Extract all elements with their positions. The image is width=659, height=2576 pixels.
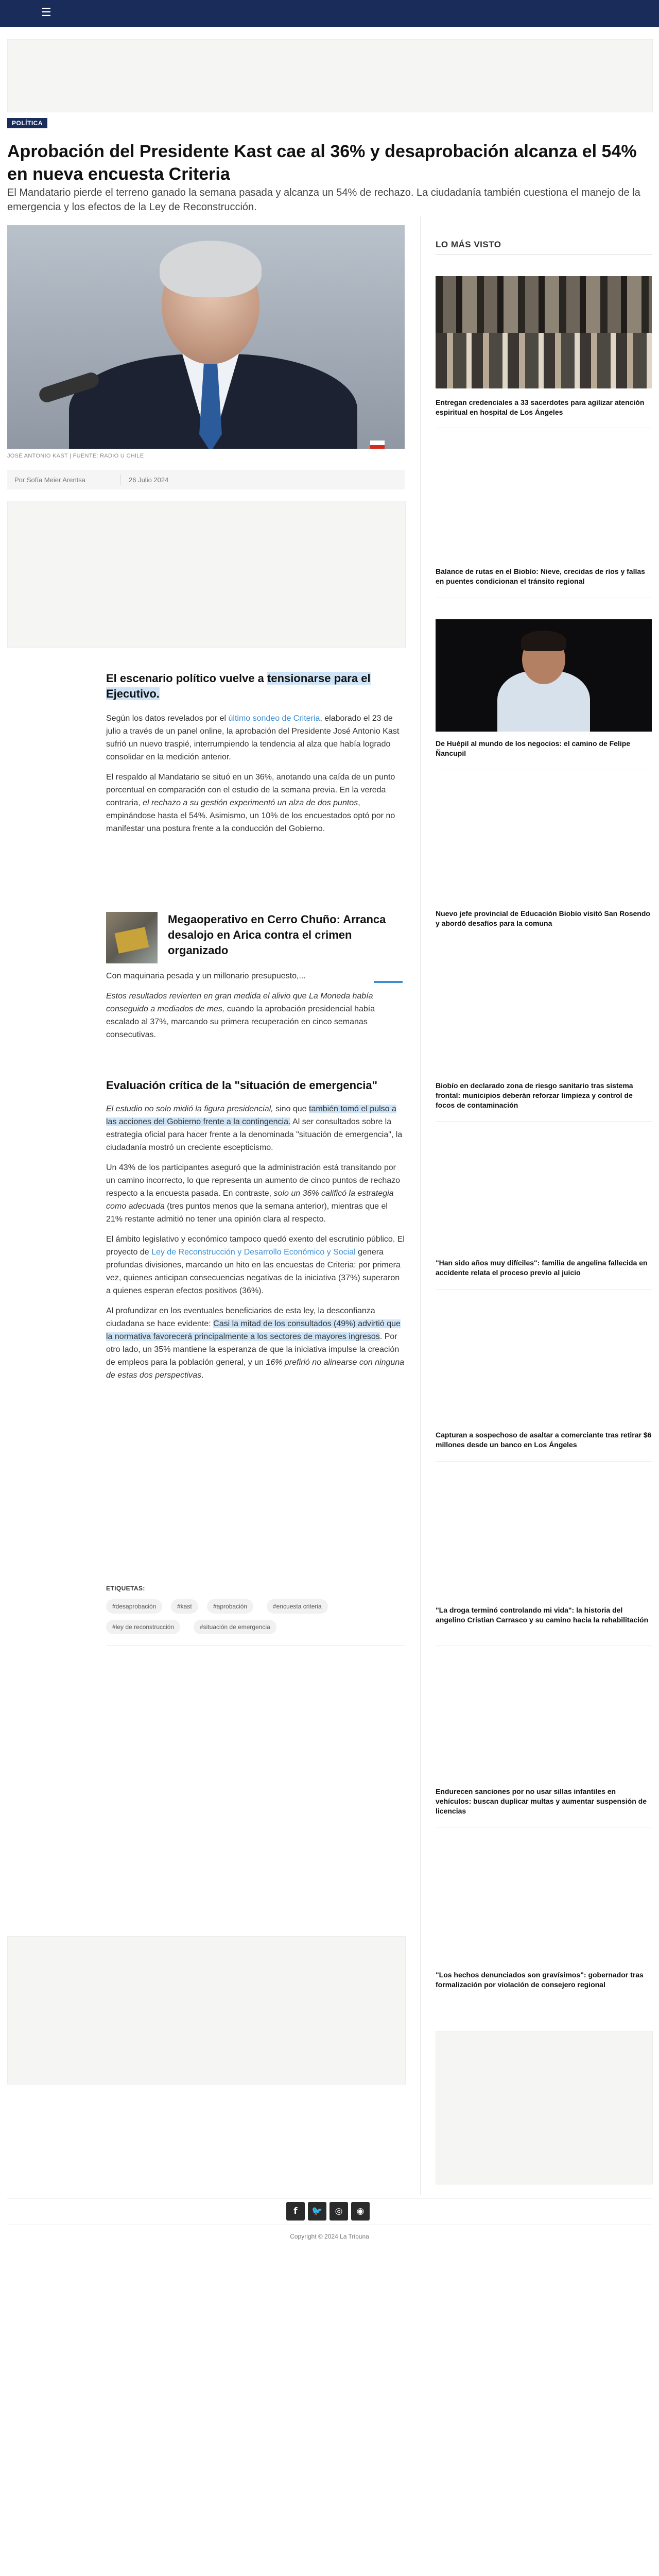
byline (7, 470, 405, 489)
bottom-ad (7, 1936, 406, 2084)
italic-text: Estos resultados revierten en gran medida el alivio que La Moneda había conseguido a mediados de mes, (106, 992, 373, 1013)
italic-text: 16% prefirió no alinearse con ninguna de estas dos perspectivas (106, 1358, 405, 1380)
tag-chip[interactable]: #ley de reconstrucción (106, 1620, 180, 1634)
paragraph (106, 1233, 405, 1297)
sidebar-title: LO MÁS VISTO (436, 240, 501, 249)
sidebar-item-title[interactable]: Nuevo jefe provincial de Educación Biobío visitó San Rosendo y abordó desafíos para la comuna (436, 909, 650, 927)
facebook-icon[interactable]: f (286, 2202, 305, 2221)
paragraph (106, 771, 405, 835)
text: El ámbito legislativo y económico tampoco quedó exento del escrutinio público. El proyecto de (106, 1235, 405, 1257)
text: sino que (273, 1105, 309, 1113)
sidebar-item-title[interactable]: Balance de rutas en el Biobío: Nieve, crecidas de ríos y fallas en puentes condicionan el tránsito regional (436, 567, 645, 585)
text: . Por otro lado, un 35% mantiene la esperanza de que la iniciativa impulse la creación de empleos para la población general, y un (106, 1332, 400, 1367)
tag-chip[interactable]: #aprobación (207, 1599, 253, 1614)
text: Un 43% de los participantes aseguró que la administración está transitando por un camino incorrecto, lo que representa un aumento de cinco puntos de rechazo respecto a la encuesta pasada. En contraste, (106, 1163, 401, 1198)
paragraph (106, 1304, 405, 1382)
sidebar-item-image[interactable] (436, 276, 652, 388)
sidebar-item-title[interactable]: Capturan a sospechoso de asaltar a comerciante tras retirar $6 millones desde un banco en Los Ángeles (436, 1431, 652, 1449)
instagram-icon[interactable]: ◎ (330, 2202, 348, 2221)
copyright: Copyright © 2024 La Tribuna (290, 2233, 369, 2240)
tag-chip[interactable]: #encuesta criteria (267, 1599, 328, 1614)
heading-text: El escenario político vuelve a (106, 672, 268, 685)
text: (tres puntos menos que la semana anterior), mientras que el 21% restante admitió no tener una opinión clara al respecto. (106, 1202, 388, 1224)
paragraph (106, 1103, 405, 1154)
article-section-1 (106, 671, 405, 842)
highlight-text: también tomó el pulso a las acciones del Gobierno frente a la contingencia. (106, 1105, 396, 1126)
inline-ad (7, 501, 406, 648)
paragraph (106, 712, 405, 764)
text: Al ser consultados sobre la estrategia oficial para hacer frente a la denominada "situación de emergencia", la ciudadanía mostró un creciente escepticismo. (106, 1117, 403, 1152)
sidebar-separator (436, 1289, 652, 1290)
criteria-link[interactable]: último sondeo de Criteria (228, 714, 320, 723)
article-subtitle: El Mandatario pierde el terreno ganado la semana pasada y alcanza un 54% de rechazo. La ciudadanía también cuestiona el manejo de la emergencia y los efectos de la Ley de Reconstrucción. (7, 187, 640, 213)
section-heading-2: Evaluación crítica de la "situación de emergencia" (106, 1079, 378, 1092)
sidebar-item-title[interactable]: "Han sido años muy difíciles": familia de angelina fallecida en accidente relata el proceso previo al juicio (436, 1259, 648, 1277)
text: , empinándose hasta el 54%. Asimismo, un 10% de los encuestados optó por no manifestar una postura frente a la conducción del Gobierno. (106, 799, 395, 833)
italic-text: solo un 36% calificó la estrategia como adecuada (106, 1189, 394, 1211)
sidebar-item-image[interactable] (436, 619, 652, 732)
text: genera profundas divisiones, marcando un hito en las encuestas de Criteria: por primera vez, quienes anticipan consecuencias negativas de la iniciativa (37%) superaron a quienes esperan efectos positivos (36%). (106, 1248, 401, 1295)
paragraph (106, 1161, 405, 1226)
text: cuando la aprobación presidencial había escalado al 37%, marcando su primera recuperación en cinco semanas consecutivas. (106, 1005, 375, 1039)
text: El respaldo al Mandatario se situó en un 36%, anotando una caída de un punto porcentual en comparación con el estudio de la semana previa. En la vereda contraria, (106, 773, 395, 807)
sidebar-divider (420, 216, 421, 2195)
sidebar-item-title[interactable]: De Huépil al mundo de los negocios: el camino de Felipe Ñancupil (436, 739, 631, 757)
byline-divider (120, 474, 121, 485)
related-excerpt: Con maquinaria pesada y un millonario presupuesto,... (106, 972, 306, 980)
sidebar-ad (436, 2031, 653, 2184)
twitter-icon[interactable]: 🐦 (308, 2202, 326, 2221)
paragraph (106, 990, 405, 1041)
italic-text: El estudio no solo midió la figura presidencial, (106, 1105, 273, 1113)
rss-icon[interactable]: ◉ (351, 2202, 370, 2221)
tags-heading: ETIQUETAS: (106, 1585, 145, 1592)
heading-highlight: tensionarse para el Ejecutivo. (106, 672, 371, 700)
top-navbar (0, 0, 659, 27)
image-caption: JOSÉ ANTONIO KAST | FUENTE: RADIO U CHILE (7, 453, 144, 459)
sidebar-item-title[interactable]: "Los hechos denunciados son gravísimos": gobernador tras formalización por violación de consejero regional (436, 1971, 644, 1989)
text: Al profundizar en los eventuales beneficiarios de esta ley, la desconfianza ciudadana se hace evidente: (106, 1307, 375, 1328)
hero-image (7, 225, 405, 449)
text: Según los datos revelados por el (106, 714, 229, 723)
sidebar-item-title[interactable]: Biobío en declarado zona de riesgo sanitario tras sistema frontal: municipios deberán reforzar limpieza y control de focos de contaminación (436, 1081, 633, 1109)
tag-chip[interactable]: #situación de emergencia (194, 1620, 276, 1634)
related-title[interactable]: Megaoperativo en Cerro Chuño: Arranca desalojo en Arica contra el crimen organizado (168, 913, 386, 957)
sidebar-item-title[interactable]: Entregan credenciales a 33 sacerdotes para agilizar atención espiritual en hospital de Los Ángeles (436, 398, 645, 416)
sidebar-item-title[interactable]: "La droga terminó controlando mi vida": la historia del angelino Cristian Carrasco y su camino hacia la rehabilitación (436, 1606, 649, 1624)
article-section-2 (106, 1078, 405, 1389)
author: Por Sofía Meier Arentsa (14, 476, 86, 484)
highlight-text: Casi la mitad de los consultados (49%) advirtió que la normativa favorecerá principalmente a los sectores de mayores ingresos (106, 1319, 401, 1341)
sidebar-separator (436, 1121, 652, 1122)
related-article[interactable] (106, 912, 405, 963)
hamburger-icon[interactable]: ☰ (41, 6, 51, 19)
tag-chip[interactable]: #desaprobación (106, 1599, 162, 1614)
law-link[interactable]: Ley de Reconstrucción y Desarrollo Económico y Social (151, 1248, 356, 1257)
article-section-1b (106, 970, 405, 1048)
publish-date: 26 Julio 2024 (129, 476, 169, 484)
sidebar-separator (436, 1461, 652, 1462)
top-ad-banner (7, 39, 653, 112)
italic-text: el rechazo a su gestión experimentó un alza de dos puntos (143, 799, 358, 807)
section-heading-1 (106, 671, 405, 702)
category-badge[interactable]: POLÍTICA (7, 118, 47, 128)
text: , elaborado el 23 de julio a través de un panel online, la aprobación del Presidente José Antonio Kast sufrió un nuevo traspié, interrumpiendo la tendencia al alza que había logrado consolidar en la medición anterior. (106, 714, 400, 761)
article-title: Aprobación del Presidente Kast cae al 36% y desaprobación alcanza el 54% en nueva encuesta Criteria (7, 142, 637, 184)
related-thumbnail[interactable] (106, 912, 158, 963)
sidebar-item-title[interactable]: Endurecen sanciones por no usar sillas infantiles en vehículos: buscan duplicar multas y aumentar suspensión de licencias (436, 1787, 647, 1815)
tag-chip[interactable]: #kast (171, 1599, 198, 1614)
text: . (201, 1371, 204, 1380)
